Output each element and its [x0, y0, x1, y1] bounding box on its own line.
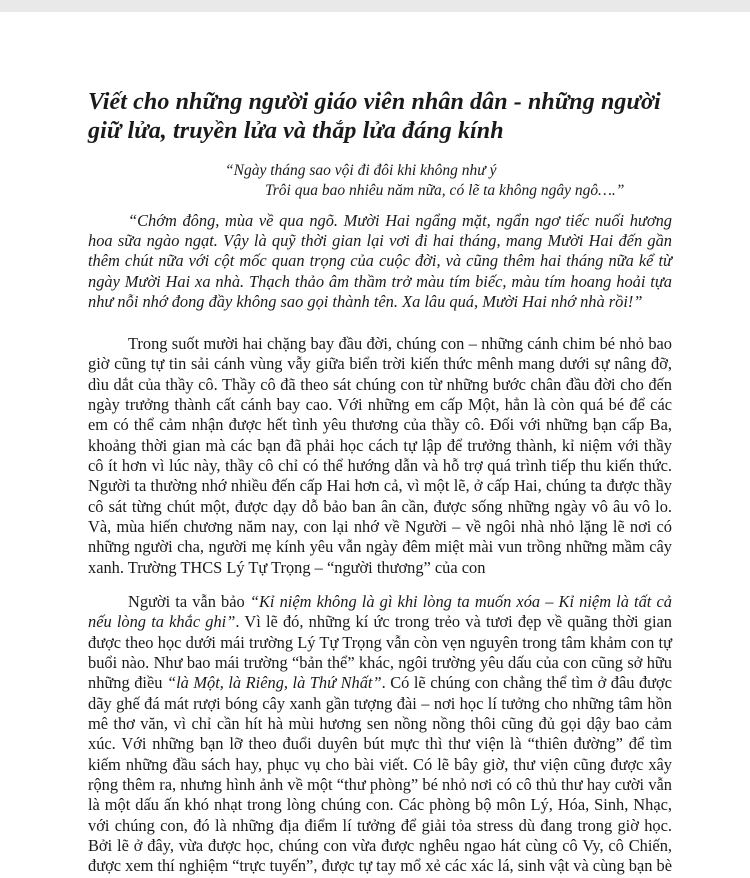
opening-quote: “Chớm đông, mùa về qua ngõ. Mười Hai ngẩng mặt, ngẩn ngơ tiếc nuối hương hoa sữa ngào ngạt. Vậy là quỹ thời gian lại vơi đi hai tháng, mang Mười Hai đến gần thêm chút nữa với cột mốc quan trọng của cuộc đời, và cũng thêm hai tháng nữa kể từ ngày Mười Hai xa nhà. Thạch thảo âm thầm trở màu tím biếc, màu tím hoang hoải tựa như nỗi nhớ đong đầy không sao gọi thành tên. Xa lâu quá, Mười Hai nhớ nhà rồi!” — [88, 211, 672, 311]
paragraph-2-italic-quote-2: “là Một, là Riêng, là Thứ Nhất” — [166, 673, 382, 693]
paragraph-2-part-2: . Vì lẽ đó, những kí ức trong trẻo và tươi đẹp về quãng thời gian được theo học dưới mái trường Lý Tự Trọng vẫn còn vẹn nguyên trong tâm khảm con tự buổi nào. Như bao mái trường “bản thể” khác, ngôi trường yêu dấu của con cũng sở hữu những điều — [88, 612, 673, 693]
paragraph-2-part-1: Người ta vẫn bảo — [128, 592, 250, 611]
document-title: Viết cho những người giáo viên nhân dân - những người giữ lửa, truyền lửa và thắp lửa đáng kính — [88, 89, 661, 144]
paragraph-2-italic-quote-1: “Kỉ niệm không là gì khi lòng ta muốn xóa – Kỉ niệm là tất cả nếu lòng ta khắc ghi” — [88, 592, 672, 632]
top-bar — [0, 0, 750, 12]
paragraph-1: Trong suốt mười hai chặng bay đầu đời, chúng con – những cánh chim bé nhỏ bao giờ cũng tự tin sải cánh vùng vẫy giữa biển trời kiến thức mênh mang dưới sự nâng đỡ, dìu dắt của thầy cô. Thầy cô đã theo sát chúng con từ những bước chân đầu đời cho đến ngày trưởng thành cất cánh bay cao. Với những em cấp Một, hẳn là còn quá bé để các em có thể cảm nhận được hết tình yêu thương của thầy cô. Đối với những bạn cấp Ba, khoảng thời gian mà các bạn đã phải học cách tự lập để trưởng thành, kỉ niệm với thầy cô ít hơn vì lúc này, thầy cô chỉ có thể hướng dẫn và hỗ trợ quá trình tiếp thu kiến thức. Người ta thường nhớ nhiều đến cấp Hai hơn cả, vì một lẽ, ở cấp Hai, chúng ta được thầy cô sát từng chút một, được dạy dỗ bảo ban ân cần, được sống những ngày vô âu vô lo. Và, mùa hiến chương năm nay, con lại nhớ về Người – về ngôi nhà nhỏ lặng lẽ nơi có những người cha, người mẹ kính yêu vẫn ngày đêm miệt mài vun trồng những mầm cây xanh. Trường THCS Lý Tự Trọng – “người thương” của con — [88, 334, 672, 577]
epigraph — [225, 161, 695, 201]
paragraph-2 — [88, 592, 672, 877]
epigraph-line-2: Trôi qua bao nhiêu năm nữa, có lẽ ta không ngây ngô….” — [265, 182, 625, 199]
epigraph-line-1: “Ngày tháng sao vội đi đôi khi không như ý — [225, 162, 497, 179]
paragraph-2-part-3: . Có lẽ chúng con chẳng thể tìm ở đâu được dãy ghế đá mát rượi bóng cây xanh gần tượng đài – nơi học lí tưởng cho những tâm hồn mê thơ văn, vì chỉ cần hít hà mùi hương sen nồng nồng thôi cũng đủ gọi dậy bao cảm xúc. Với những bạn lỡ theo đuổi duyên bút mực thì thư viện là “thiên đường” để tìm kiếm những đầu sách hay, phục vụ cho bài viết. Có lẽ bây giờ, thư viện cũng được xây rộng thêm ra, nhưng hình ảnh về một “thư phòng” bé nhỏ nơi có cô thủ thư hay cười vẫn là một dấu ấn khó nhạt trong lòng chúng con. Các phòng bộ môn Lý, Hóa, Sinh, Nhạc, với chúng con, đó là những địa điểm lí tưởng để giải tỏa stress dù đang trong giờ học. Bởi lẽ ở đây, vừa được học, chúng con vừa được nghêu ngao hát cùng cô Vy, cô Chiến, được xem thí nghiệm “trực tuyến”, được tự tay mổ xẻ các xác lá, sinh vật và cùng bạn bè — [88, 673, 673, 876]
